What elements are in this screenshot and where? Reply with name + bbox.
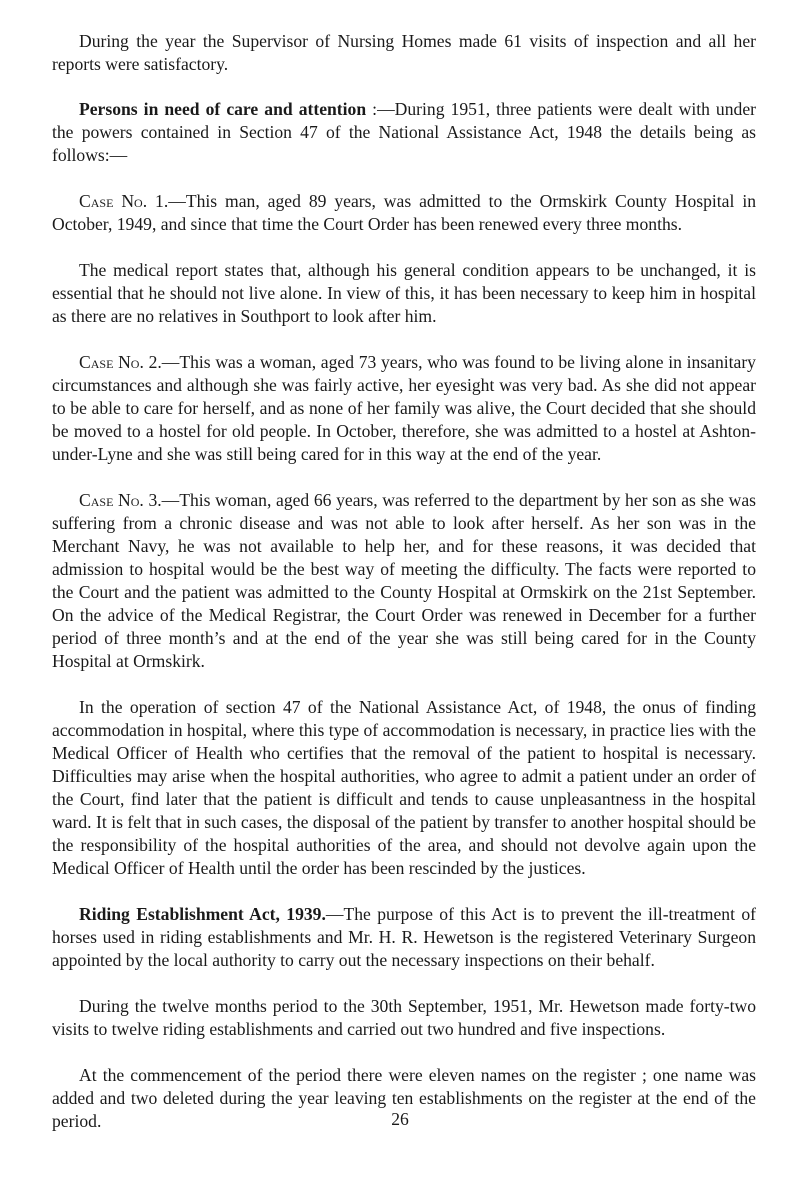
case-1-medical-paragraph: The medical report states that, although his general condition appears to be unchanged, it is essential that he should not live alone. In view of this, it has been necessary to keep him in hospital as there are no relatives in Southport to look after him. [52, 260, 756, 326]
riding-establishment-heading: Riding Establishment Act, 1939. [79, 904, 326, 924]
case-3-label: Case No. 3. [79, 490, 162, 510]
twelve-months-paragraph: During the twelve months period to the 30th September, 1951, Mr. Hewetson made forty-two visits to twelve riding establishments and carried out two hundred and five inspections. [52, 996, 756, 1039]
case-1-label: Case No. 1. [79, 191, 169, 211]
page-number: 26 [391, 1109, 409, 1129]
case-3-paragraph [52, 489, 756, 673]
case-2-label: Case No. 2. [79, 352, 162, 372]
persons-in-need-heading: Persons in need of care and attention [79, 99, 367, 119]
document-page [52, 30, 756, 1156]
commencement-paragraph: At the commencement of the period there were eleven names on the register ; one name was added and two deleted during the year leaving ten establishments on the register at the end of the period. [52, 1065, 756, 1131]
case-1-paragraph [52, 190, 756, 236]
case-3-text: —This woman, aged 66 years, was referred to the department by her son as she was suffering from a chronic disease and was not able to look after herself. As her son was in the Merchant Navy, he was not available to help her, and for these reasons, it was decided that admission to hospital would be the best way of meeting the difficulty. The facts were reported to the Court and the patient was admitted to the County Hospital at Ormskirk on the 21st September. On the advice of the Medical Registrar, the Court Order was renewed in December for a further period of three month’s and at the end of the year she was still being cared for in the County Hospital at Ormskirk. [52, 490, 756, 671]
case-1-text: —This man, aged 89 years, was admitted to the Ormskirk County Hospital in October, 1949, and since that time the Court Order has been renewed every three months. [52, 191, 756, 234]
persons-in-need-paragraph [52, 98, 756, 167]
case-2-paragraph [52, 351, 756, 466]
persons-in-need-text: :—During 1951, three patients were dealt with under the powers contained in Section 47 of the National Assistance Act, 1948 the details being as follows:— [52, 99, 756, 165]
riding-establishment-paragraph [52, 903, 756, 972]
case-2-text: —This was a woman, aged 73 years, who was found to be living alone in insanitary circumstances and although she was fairly active, her eyesight was very bad. As she did not appear to be able to care for herself, and as none of her family was alive, the Court decided that she should be moved to a hostel for old people. In October, therefore, she was admitted to a hostel at Ashton-under-Lyne and she was still being cared for in this way at the end of the year. [52, 352, 756, 464]
riding-establishment-text: —The purpose of this Act is to prevent the ill-treatment of horses used in riding establishments and Mr. H. R. Hewetson is the registered Veterinary Surgeon appointed by the local authority to carry out the necessary inspections on their behalf. [52, 904, 757, 970]
operation-paragraph: In the operation of section 47 of the National Assistance Act, of 1948, the onus of finding accommodation in hospital, where this type of accommodation is necessary, in practice lies with the Medical Officer of Health who certifies that the removal of the patient to hospital is necessary. Difficulties may arise when the hospital authorities, who agree to admit a patient under an order of the Court, find later that the patient is difficult and tends to cause unpleasantness in the hospital ward. It is felt that in such cases, the disposal of the patient by transfer to another hospital should be the responsibility of the hospital authorities of the area, and should not devolve again upon the Medical Officer of Health until the order has been rescinded by the justices. [52, 697, 756, 878]
intro-paragraph: During the year the Supervisor of Nursing Homes made 61 visits of inspection and all her reports were satisfactory. [52, 31, 756, 74]
